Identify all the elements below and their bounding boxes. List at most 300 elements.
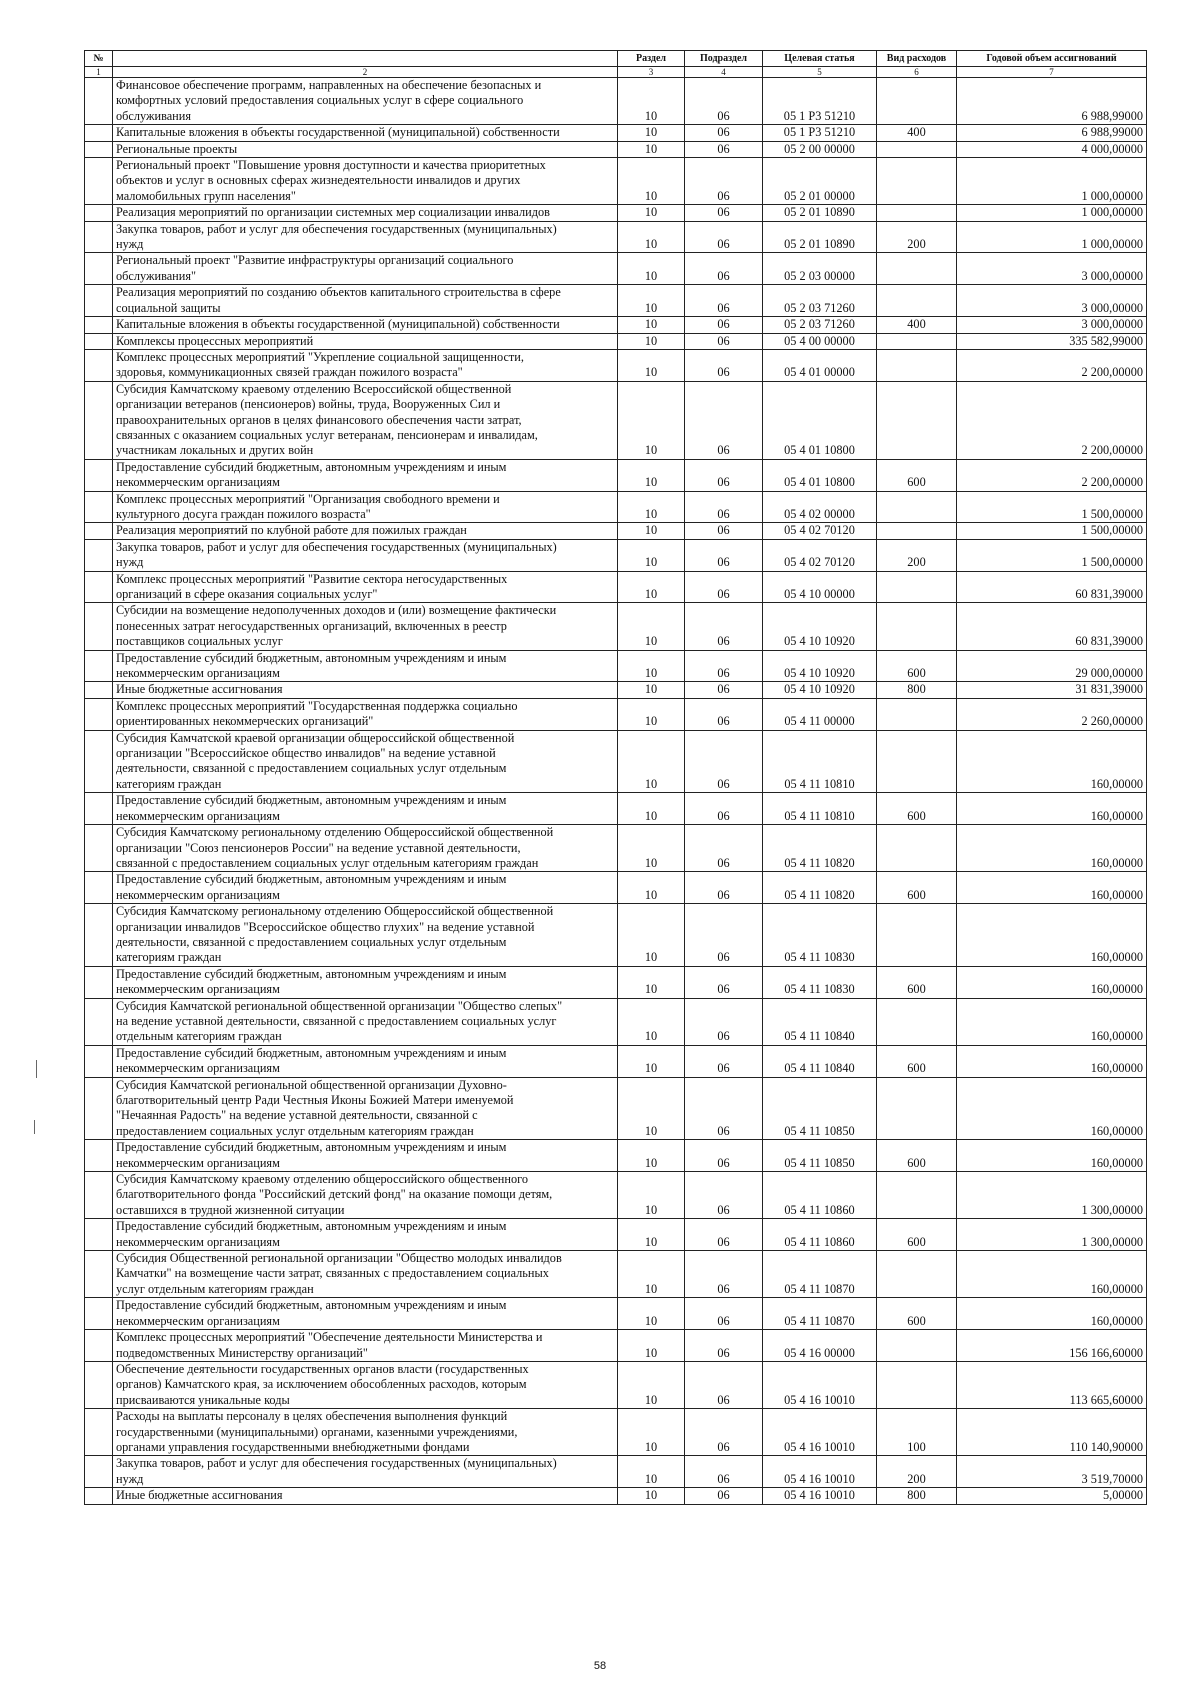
table-row	[85, 158, 1147, 205]
row-name: Комплекс процессных мероприятий "Обеспечение деятельности Министерства и подведомственных Министерству организаций"	[113, 1330, 618, 1362]
row-expense-type	[877, 571, 957, 603]
row-number	[85, 793, 113, 825]
row-razdel: 10	[618, 793, 685, 825]
row-name: Комплекс процессных мероприятий "Организация свободного времени и культурного досуга граждан пожилого возраста"	[113, 491, 618, 523]
row-name: Региональный проект "Повышение уровня доступности и качества приоритетных объектов и услуг в основных сферах жизнедеятельности инвалидов и других маломобильных групп населения"	[113, 158, 618, 205]
row-razdel: 10	[618, 872, 685, 904]
row-podrazdel: 06	[685, 1219, 763, 1251]
row-number	[85, 1456, 113, 1488]
header-expense-type: Вид расходов	[877, 51, 957, 67]
row-podrazdel: 06	[685, 1330, 763, 1362]
row-expense-type: 600	[877, 1298, 957, 1330]
row-number	[85, 125, 113, 141]
table-row	[85, 571, 1147, 603]
row-name: Комплекс процессных мероприятий "Укрепление социальной защищенности, здоровья, коммуникационных связей граждан пожилого возраста"	[113, 349, 618, 381]
row-name: Предоставление субсидий бюджетным, автономным учреждениям и иным некоммерческим организациям	[113, 459, 618, 491]
row-amount: 1 500,00000	[957, 523, 1147, 539]
row-podrazdel: 06	[685, 603, 763, 650]
row-target-article: 05 4 16 10010	[763, 1456, 877, 1488]
row-expense-type: 200	[877, 221, 957, 253]
row-number	[85, 349, 113, 381]
table-row	[85, 998, 1147, 1045]
row-name: Субсидия Камчатской региональной общественной организации Духовно- благотворительный центр Ради Честныя Иконы Божией Матери именуемой "Нечаянная Радость" на ведение уставной деятельности, связанной с предоставлением социальных услуг отдельным категориям граждан	[113, 1077, 618, 1140]
row-razdel: 10	[618, 1251, 685, 1298]
table-row	[85, 1361, 1147, 1408]
row-name: Закупка товаров, работ и услуг для обеспечения государственных (муниципальных) нужд	[113, 1456, 618, 1488]
row-target-article: 05 4 11 10810	[763, 730, 877, 793]
table-row	[85, 459, 1147, 491]
row-amount: 110 140,90000	[957, 1409, 1147, 1456]
row-razdel: 10	[618, 1456, 685, 1488]
row-target-article: 05 4 16 10010	[763, 1488, 877, 1504]
row-podrazdel: 06	[685, 125, 763, 141]
row-amount: 160,00000	[957, 1298, 1147, 1330]
row-amount: 156 166,60000	[957, 1330, 1147, 1362]
table-row	[85, 349, 1147, 381]
row-number	[85, 253, 113, 285]
row-target-article: 05 4 11 10850	[763, 1140, 877, 1172]
row-name: Капитальные вложения в объекты государственной (муниципальной) собственности	[113, 317, 618, 333]
row-expense-type: 600	[877, 872, 957, 904]
row-expense-type	[877, 349, 957, 381]
row-expense-type	[877, 381, 957, 459]
row-razdel: 10	[618, 1077, 685, 1140]
column-number: 7	[957, 67, 1147, 78]
table-row	[85, 317, 1147, 333]
row-name: Обеспечение деятельности государственных органов власти (государственных органов) Камчатского края, за исключением обособленных расходов, которым присваиваются уникальные коды	[113, 1361, 618, 1408]
row-target-article: 05 4 11 00000	[763, 698, 877, 730]
row-name: Субсидия Камчатскому региональному отделению Общероссийской общественной организации "Союз пенсионеров России" на ведение уставной деятельности, связанной с предоставлением социальных услуг отдельным категориям граждан	[113, 825, 618, 872]
row-podrazdel: 06	[685, 1409, 763, 1456]
row-amount: 2 200,00000	[957, 381, 1147, 459]
row-razdel: 10	[618, 730, 685, 793]
row-target-article: 05 4 01 00000	[763, 349, 877, 381]
table-row	[85, 698, 1147, 730]
row-number	[85, 603, 113, 650]
row-razdel: 10	[618, 78, 685, 125]
row-amount: 160,00000	[957, 966, 1147, 998]
row-razdel: 10	[618, 1172, 685, 1219]
row-name: Реализация мероприятий по созданию объектов капитального строительства в сфере социальной защиты	[113, 285, 618, 317]
row-expense-type: 400	[877, 125, 957, 141]
row-amount: 3 000,00000	[957, 253, 1147, 285]
row-target-article: 05 4 10 00000	[763, 571, 877, 603]
row-number	[85, 78, 113, 125]
row-name: Комплексы процессных мероприятий	[113, 333, 618, 349]
column-number: 5	[763, 67, 877, 78]
row-number	[85, 682, 113, 698]
row-target-article: 05 4 16 00000	[763, 1330, 877, 1362]
row-name: Предоставление субсидий бюджетным, автономным учреждениям и иным некоммерческим организациям	[113, 650, 618, 682]
row-number	[85, 825, 113, 872]
table-header	[85, 51, 1147, 78]
table-row	[85, 966, 1147, 998]
row-target-article: 05 4 11 10820	[763, 825, 877, 872]
row-target-article: 05 4 02 70120	[763, 523, 877, 539]
row-target-article: 05 4 16 10010	[763, 1409, 877, 1456]
row-name: Реализация мероприятий по клубной работе для пожилых граждан	[113, 523, 618, 539]
table-row	[85, 1488, 1147, 1504]
column-number-row	[85, 67, 1147, 78]
row-expense-type	[877, 253, 957, 285]
row-amount: 1 000,00000	[957, 158, 1147, 205]
table-row	[85, 125, 1147, 141]
row-podrazdel: 06	[685, 998, 763, 1045]
row-razdel: 10	[618, 998, 685, 1045]
row-expense-type	[877, 1361, 957, 1408]
row-razdel: 10	[618, 317, 685, 333]
row-podrazdel: 06	[685, 1361, 763, 1408]
row-name: Иные бюджетные ассигнования	[113, 682, 618, 698]
row-razdel: 10	[618, 825, 685, 872]
header-target-article: Целевая статья	[763, 51, 877, 67]
row-razdel: 10	[618, 603, 685, 650]
row-name: Капитальные вложения в объекты государственной (муниципальной) собственности	[113, 125, 618, 141]
table-row	[85, 650, 1147, 682]
row-podrazdel: 06	[685, 1077, 763, 1140]
row-expense-type: 600	[877, 1140, 957, 1172]
row-name: Предоставление субсидий бюджетным, автономным учреждениям и иным некоммерческим организациям	[113, 872, 618, 904]
scan-margin-mark	[36, 1060, 37, 1078]
row-target-article: 05 4 02 70120	[763, 539, 877, 571]
row-amount: 31 831,39000	[957, 682, 1147, 698]
row-podrazdel: 06	[685, 1488, 763, 1504]
row-razdel: 10	[618, 221, 685, 253]
row-name: Предоставление субсидий бюджетным, автономным учреждениям и иным некоммерческим организациям	[113, 793, 618, 825]
table-row	[85, 1077, 1147, 1140]
row-number	[85, 571, 113, 603]
row-amount: 29 000,00000	[957, 650, 1147, 682]
table-row	[85, 1172, 1147, 1219]
row-podrazdel: 06	[685, 539, 763, 571]
row-podrazdel: 06	[685, 682, 763, 698]
row-expense-type	[877, 523, 957, 539]
row-amount: 3 519,70000	[957, 1456, 1147, 1488]
row-target-article: 05 2 00 00000	[763, 141, 877, 157]
row-target-article: 05 2 01 00000	[763, 158, 877, 205]
row-number	[85, 491, 113, 523]
row-amount: 1 500,00000	[957, 539, 1147, 571]
row-number	[85, 459, 113, 491]
row-expense-type	[877, 333, 957, 349]
header-number: №	[85, 51, 113, 67]
row-razdel: 10	[618, 904, 685, 967]
row-target-article: 05 4 16 10010	[763, 1361, 877, 1408]
table-row	[85, 1045, 1147, 1077]
row-razdel: 10	[618, 158, 685, 205]
row-expense-type	[877, 1251, 957, 1298]
row-razdel: 10	[618, 285, 685, 317]
row-razdel: 10	[618, 1140, 685, 1172]
row-name: Предоставление субсидий бюджетным, автономным учреждениям и иным некоммерческим организациям	[113, 966, 618, 998]
row-amount: 3 000,00000	[957, 285, 1147, 317]
row-name: Реализация мероприятий по организации системных мер социализации инвалидов	[113, 205, 618, 221]
row-podrazdel: 06	[685, 141, 763, 157]
row-target-article: 05 4 11 10840	[763, 998, 877, 1045]
row-podrazdel: 06	[685, 285, 763, 317]
table-row	[85, 333, 1147, 349]
row-amount: 3 000,00000	[957, 317, 1147, 333]
row-target-article: 05 4 00 00000	[763, 333, 877, 349]
row-podrazdel: 06	[685, 523, 763, 539]
row-expense-type	[877, 698, 957, 730]
row-expense-type	[877, 1077, 957, 1140]
row-podrazdel: 06	[685, 698, 763, 730]
header-razdel: Раздел	[618, 51, 685, 67]
row-razdel: 10	[618, 1488, 685, 1504]
table-row	[85, 682, 1147, 698]
row-amount: 160,00000	[957, 872, 1147, 904]
row-target-article: 05 1 P3 51210	[763, 78, 877, 125]
budget-table-container	[84, 50, 1146, 1505]
row-razdel: 10	[618, 698, 685, 730]
row-expense-type: 800	[877, 1488, 957, 1504]
row-name: Комплекс процессных мероприятий "Государственная поддержка социально ориентированных некоммерческих организаций"	[113, 698, 618, 730]
column-number: 2	[113, 67, 618, 78]
table-row	[85, 1219, 1147, 1251]
table-row	[85, 1298, 1147, 1330]
table-row	[85, 603, 1147, 650]
row-podrazdel: 06	[685, 825, 763, 872]
row-razdel: 10	[618, 571, 685, 603]
row-amount: 335 582,99000	[957, 333, 1147, 349]
table-row	[85, 491, 1147, 523]
row-number	[85, 1045, 113, 1077]
row-podrazdel: 06	[685, 333, 763, 349]
row-amount: 160,00000	[957, 904, 1147, 967]
row-name: Расходы на выплаты персоналу в целях обеспечения выполнения функций государственными (муниципальными) органами, казенными учреждениями, органами управления государственными внебюджетными фондами	[113, 1409, 618, 1456]
row-razdel: 10	[618, 523, 685, 539]
row-razdel: 10	[618, 205, 685, 221]
budget-table	[84, 50, 1147, 1505]
row-amount: 160,00000	[957, 1251, 1147, 1298]
row-target-article: 05 4 10 10920	[763, 650, 877, 682]
row-target-article: 05 2 03 71260	[763, 285, 877, 317]
table-row	[85, 205, 1147, 221]
row-podrazdel: 06	[685, 317, 763, 333]
row-number	[85, 1330, 113, 1362]
row-razdel: 10	[618, 1219, 685, 1251]
row-expense-type	[877, 1330, 957, 1362]
table-row	[85, 1456, 1147, 1488]
row-razdel: 10	[618, 125, 685, 141]
row-podrazdel: 06	[685, 381, 763, 459]
row-expense-type	[877, 491, 957, 523]
table-row	[85, 1409, 1147, 1456]
row-name: Предоставление субсидий бюджетным, автономным учреждениям и иным некоммерческим организациям	[113, 1045, 618, 1077]
row-amount: 160,00000	[957, 730, 1147, 793]
table-row	[85, 523, 1147, 539]
table-body	[85, 78, 1147, 1505]
row-number	[85, 872, 113, 904]
column-number: 1	[85, 67, 113, 78]
row-target-article: 05 4 10 10920	[763, 682, 877, 698]
row-podrazdel: 06	[685, 158, 763, 205]
row-name: Субсидия Камчатскому краевому отделению общероссийского общественного благотворительного фонда "Российский детский фонд" на оказание помощи детям, оставшихся в трудной жизненной ситуации	[113, 1172, 618, 1219]
table-row	[85, 1330, 1147, 1362]
header-annual-volume: Годовой объем ассигнований	[957, 51, 1147, 67]
row-amount: 1 000,00000	[957, 205, 1147, 221]
row-amount: 1 500,00000	[957, 491, 1147, 523]
row-number	[85, 1219, 113, 1251]
row-podrazdel: 06	[685, 904, 763, 967]
row-amount: 2 260,00000	[957, 698, 1147, 730]
row-number	[85, 1077, 113, 1140]
row-razdel: 10	[618, 1045, 685, 1077]
row-expense-type	[877, 904, 957, 967]
row-name: Региональные проекты	[113, 141, 618, 157]
header-row	[85, 51, 1147, 67]
row-target-article: 05 2 03 71260	[763, 317, 877, 333]
row-expense-type: 200	[877, 1456, 957, 1488]
row-expense-type: 600	[877, 1219, 957, 1251]
row-podrazdel: 06	[685, 1456, 763, 1488]
row-number	[85, 966, 113, 998]
row-razdel: 10	[618, 650, 685, 682]
row-amount: 6 988,99000	[957, 78, 1147, 125]
column-number: 4	[685, 67, 763, 78]
row-podrazdel: 06	[685, 1140, 763, 1172]
header-podrazdel: Подраздел	[685, 51, 763, 67]
row-number	[85, 904, 113, 967]
row-name: Предоставление субсидий бюджетным, автономным учреждениям и иным некоммерческим организациям	[113, 1219, 618, 1251]
row-razdel: 10	[618, 333, 685, 349]
row-name: Региональный проект "Развитие инфраструктуры организаций социального обслуживания"	[113, 253, 618, 285]
row-amount: 6 988,99000	[957, 125, 1147, 141]
row-expense-type: 600	[877, 1045, 957, 1077]
row-target-article: 05 2 01 10890	[763, 205, 877, 221]
row-target-article: 05 4 01 10800	[763, 381, 877, 459]
row-target-article: 05 4 11 10870	[763, 1251, 877, 1298]
row-name: Субсидия Камчатскому краевому отделению Всероссийской общественной организации ветеранов (пенсионеров) войны, труда, Вооруженных Сил и правоохранительных органов в целях финансового обеспечения части затрат, связанных с оказанием социальных услуг ветеранам, пенсионерам и инвалидам, участникам локальных и других войн	[113, 381, 618, 459]
table-row	[85, 141, 1147, 157]
row-podrazdel: 06	[685, 78, 763, 125]
row-razdel: 10	[618, 381, 685, 459]
row-amount: 160,00000	[957, 825, 1147, 872]
row-number	[85, 539, 113, 571]
row-razdel: 10	[618, 1361, 685, 1408]
row-target-article: 05 4 11 10860	[763, 1172, 877, 1219]
row-podrazdel: 06	[685, 253, 763, 285]
row-target-article: 05 4 11 10840	[763, 1045, 877, 1077]
header-name	[113, 51, 618, 67]
row-expense-type: 600	[877, 650, 957, 682]
row-number	[85, 730, 113, 793]
row-razdel: 10	[618, 253, 685, 285]
row-amount: 160,00000	[957, 1045, 1147, 1077]
row-number	[85, 1298, 113, 1330]
row-podrazdel: 06	[685, 966, 763, 998]
row-podrazdel: 06	[685, 1045, 763, 1077]
row-name: Предоставление субсидий бюджетным, автономным учреждениям и иным некоммерческим организациям	[113, 1140, 618, 1172]
row-name: Предоставление субсидий бюджетным, автономным учреждениям и иным некоммерческим организациям	[113, 1298, 618, 1330]
row-expense-type	[877, 78, 957, 125]
row-target-article: 05 4 11 10870	[763, 1298, 877, 1330]
row-podrazdel: 06	[685, 872, 763, 904]
row-amount: 1 300,00000	[957, 1219, 1147, 1251]
row-podrazdel: 06	[685, 571, 763, 603]
row-razdel: 10	[618, 1330, 685, 1362]
row-amount: 2 200,00000	[957, 459, 1147, 491]
row-target-article: 05 4 11 10810	[763, 793, 877, 825]
row-target-article: 05 2 03 00000	[763, 253, 877, 285]
row-name: Финансовое обеспечение программ, направленных на обеспечение безопасных и комфортных условий предоставления социальных услуг в сфере социального обслуживания	[113, 78, 618, 125]
row-number	[85, 205, 113, 221]
row-number	[85, 650, 113, 682]
row-podrazdel: 06	[685, 730, 763, 793]
row-podrazdel: 06	[685, 349, 763, 381]
row-number	[85, 285, 113, 317]
row-number	[85, 1172, 113, 1219]
row-expense-type	[877, 158, 957, 205]
table-row	[85, 78, 1147, 125]
row-razdel: 10	[618, 491, 685, 523]
page-number: 58	[593, 1660, 607, 1672]
row-target-article: 05 1 P3 51210	[763, 125, 877, 141]
row-target-article: 05 4 11 10850	[763, 1077, 877, 1140]
row-podrazdel: 06	[685, 221, 763, 253]
row-razdel: 10	[618, 1409, 685, 1456]
row-expense-type: 400	[877, 317, 957, 333]
scan-margin-mark	[34, 1120, 35, 1134]
row-podrazdel: 06	[685, 1172, 763, 1219]
row-number	[85, 1251, 113, 1298]
row-razdel: 10	[618, 966, 685, 998]
row-amount: 160,00000	[957, 793, 1147, 825]
row-target-article: 05 4 11 10830	[763, 966, 877, 998]
row-number	[85, 317, 113, 333]
row-podrazdel: 06	[685, 1298, 763, 1330]
table-row	[85, 872, 1147, 904]
row-name: Комплекс процессных мероприятий "Развитие сектора негосударственных организаций в сфере оказания социальных услуг"	[113, 571, 618, 603]
table-row	[85, 1251, 1147, 1298]
row-target-article: 05 4 02 00000	[763, 491, 877, 523]
row-podrazdel: 06	[685, 491, 763, 523]
row-razdel: 10	[618, 349, 685, 381]
table-row	[85, 253, 1147, 285]
row-amount: 160,00000	[957, 1077, 1147, 1140]
row-expense-type: 600	[877, 459, 957, 491]
row-number	[85, 141, 113, 157]
row-expense-type	[877, 998, 957, 1045]
row-number	[85, 1140, 113, 1172]
row-amount: 5,00000	[957, 1488, 1147, 1504]
row-number	[85, 221, 113, 253]
row-target-article: 05 4 11 10820	[763, 872, 877, 904]
row-target-article: 05 4 11 10860	[763, 1219, 877, 1251]
row-expense-type	[877, 603, 957, 650]
table-row	[85, 825, 1147, 872]
table-row	[85, 1140, 1147, 1172]
column-number: 6	[877, 67, 957, 78]
row-expense-type: 600	[877, 793, 957, 825]
row-name: Субсидия Общественной региональной организации "Общество молодых инвалидов Камчатки" на возмещение части затрат, связанных с предоставлением социальных услуг отдельным категориям граждан	[113, 1251, 618, 1298]
row-number	[85, 523, 113, 539]
row-podrazdel: 06	[685, 1251, 763, 1298]
row-name: Закупка товаров, работ и услуг для обеспечения государственных (муниципальных) нужд	[113, 539, 618, 571]
row-number	[85, 158, 113, 205]
row-name: Иные бюджетные ассигнования	[113, 1488, 618, 1504]
row-name: Субсидия Камчатской краевой организации общероссийской общественной организации "Всероссийское общество инвалидов" на ведение уставной деятельности, связанной с предоставлением социальных услуг отдельным категориям граждан	[113, 730, 618, 793]
row-podrazdel: 06	[685, 793, 763, 825]
table-row	[85, 381, 1147, 459]
row-number	[85, 333, 113, 349]
row-amount: 4 000,00000	[957, 141, 1147, 157]
row-name: Субсидии на возмещение недополученных доходов и (или) возмещение фактически понесенных затрат негосударственных организаций, включенных в реестр поставщиков социальных услуг	[113, 603, 618, 650]
table-row	[85, 285, 1147, 317]
row-razdel: 10	[618, 141, 685, 157]
row-number	[85, 381, 113, 459]
